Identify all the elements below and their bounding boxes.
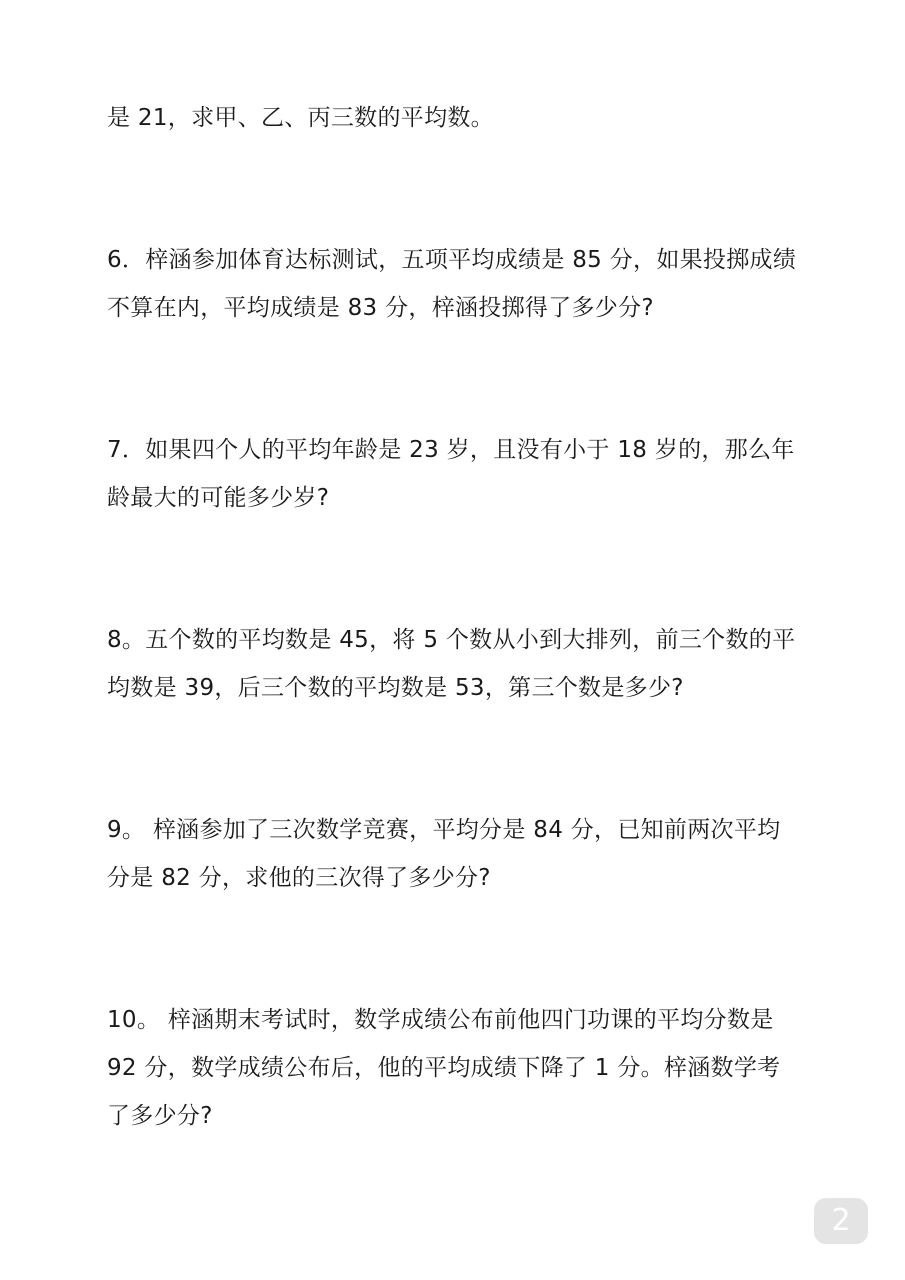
problem-7-line-1: 7．如果四个人的平均年龄是 23 岁，且没有小于 18 岁的，那么年 bbox=[107, 437, 795, 463]
problem-8-line-2: 均数是 39，后三个数的平均数是 53，第三个数是多少? bbox=[107, 675, 684, 701]
problem-9-line-2: 分是 82 分，求他的三次得了多少分? bbox=[107, 865, 491, 891]
problem-6-line-1: 6．梓涵参加体育达标测试，五项平均成绩是 85 分，如果投掷成绩 bbox=[107, 247, 797, 273]
problem-7-line-2: 龄最大的可能多少岁? bbox=[107, 485, 330, 511]
problem-5-continuation: 是 21，求甲、乙、丙三数的平均数。 bbox=[107, 105, 494, 131]
page-number-badge: 2 bbox=[814, 1198, 868, 1244]
problem-8-line-1: 8。五个数的平均数是 45，将 5 个数从小到大排列，前三个数的平 bbox=[107, 627, 796, 653]
problem-10-line-2: 92 分，数学成绩公布后，他的平均成绩下降了 1 分。梓涵数学考 bbox=[107, 1055, 781, 1081]
problem-10-line-1: 10。 梓涵期末考试时，数学成绩公布前他四门功课的平均分数是 bbox=[107, 1007, 774, 1033]
problem-6-line-2: 不算在内，平均成绩是 83 分，梓涵投掷得了多少分? bbox=[107, 295, 654, 321]
problem-9-line-1: 9。 梓涵参加了三次数学竞赛，平均分是 84 分，已知前两次平均 bbox=[107, 817, 781, 843]
problem-10-line-3: 了多少分? bbox=[107, 1103, 213, 1129]
